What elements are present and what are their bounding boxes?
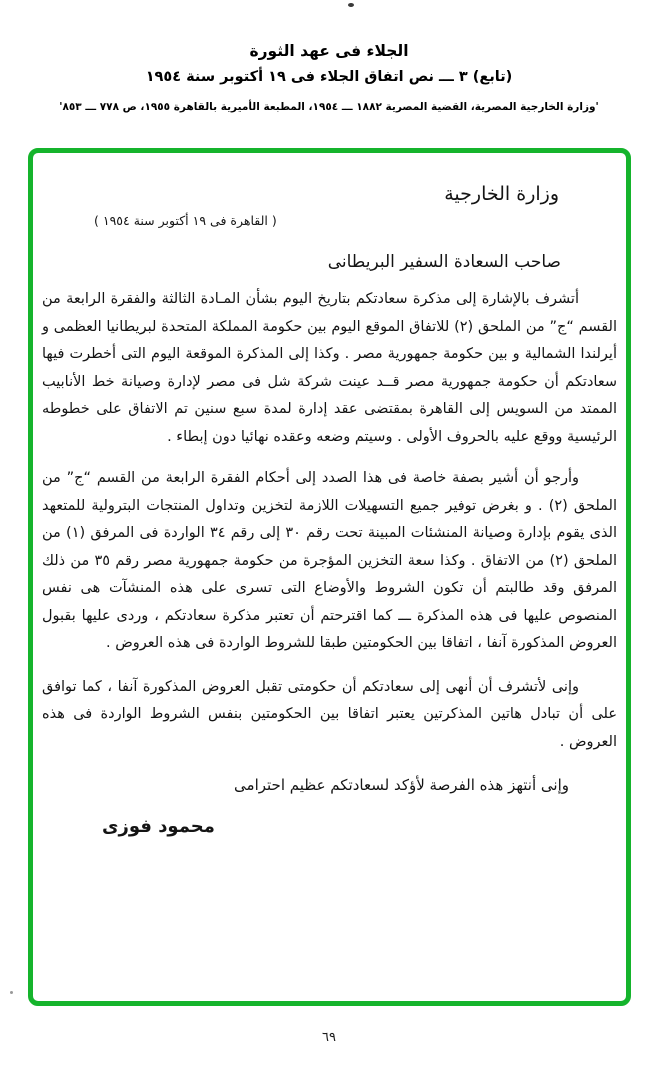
page-subtitle: (تابع) ٣ ـــ نص اتفاق الجلاء فى ١٩ أكتوبر سنة ١٩٥٤ <box>145 69 513 85</box>
scan-speck <box>348 3 354 7</box>
letter-paragraph-2: وأرجو أن أشير بصفة خاصة فى هذا الصدد إلى أحكام الفقرة الرابعة من القسم “ج” من الملحق (٢) . و بغرض توفير جميع التسهيلات اللازمة لتخزين وتداول المنتجات البترولية للمتعهد الذى يقوم بإدارة وصيانة المنشئات المبينة تحت رقم ٣٠ إلى رقم ٣٤ الواردة فى المرفق (١) من الملحق (٢) من الاتفاق . وكذا سعة التخزين المؤجرة من حكومة جمهورية مصر رقم ٣٥ من ذلك المرفق وقد طالبتم أن تكون الشروط والأوضاع التى تسرى على هذه المنشآت هى نفس المنصوص عليها فى هذه المذكرة ـــ كما اقترحتم أن تعتبر مذكرة سعادتكم ، وردى عليها بقبول العروض المذكورة آنفا ، اتفاقا بين الحكومتين طبقا للشروط الواردة فى هذه العروض . <box>42 470 617 651</box>
letter-paragraph-1: أتشرف بالإشارة إلى مذكرة سعادتكم بتاريخ اليوم بشأن المـادة الثالثة والفقرة الرابعة من القسم “ج” من الملحق (٢) للاتفاق الموقع اليوم بين حكومة المملكة المتحدة لبريطانيا العظمى و أيرلندا الشمالية و بين حكومة جمهورية مصر . وكذا إلى المذكرة الموقعة اليوم التى أخطرت فيها سعادتكم أن حكومة جمهورية مصر قــد عينت شركة شل فى مصر لإدارة وصيانة خط الأنابيب الممتد من السويس إلى القاهرة بمقتضى عقد إدارة لمدة سبع سنين تم الاتفاق على خطوطه الرئيسية ووقع عليه بالحروف الأولى . وسيتم وضعه وعقده نهائيا دون إبطاء . <box>42 291 617 445</box>
page-title: الجلاء فى عهد الثورة <box>249 42 409 60</box>
scan-speck <box>10 991 13 994</box>
highlight-frame <box>28 148 631 1006</box>
letter-date-line: ( القاهرة فى ١٩ أكتوبر سنة ١٩٥٤ ) <box>94 213 277 228</box>
page-number: ٦٩ <box>322 1030 336 1045</box>
letter-salutation: صاحب السعادة السفير البريطانى <box>327 252 561 272</box>
source-citation: 'وزارة الخارجية المصرية، القضية المصرية ١٨٨٢ ـــ ١٩٥٤، المطبعة الأميرية بالقاهرة ١٩٥٥، ص ٧٧٨ ـــ ٨٥٣' <box>59 101 599 113</box>
letter-signature: محمود فوزى <box>102 816 215 837</box>
letter-ministry-heading: وزارة الخارجية <box>444 183 559 205</box>
letter-paragraph-3: وإنى لأتشرف أن أنهى إلى سعادتكم أن حكومتى تقبل العروض المذكورة آنفا ، كما توافق على أن تبادل هاتين المذكرتين يعتبر اتفاقا بين الحكومتين بنفس الشروط الواردة فى هذه العروض . <box>42 678 617 750</box>
letter-closing-line: وإنى أنتهز هذه الفرصة لأؤكد لسعادتكم عظيم احترامى <box>234 776 569 794</box>
